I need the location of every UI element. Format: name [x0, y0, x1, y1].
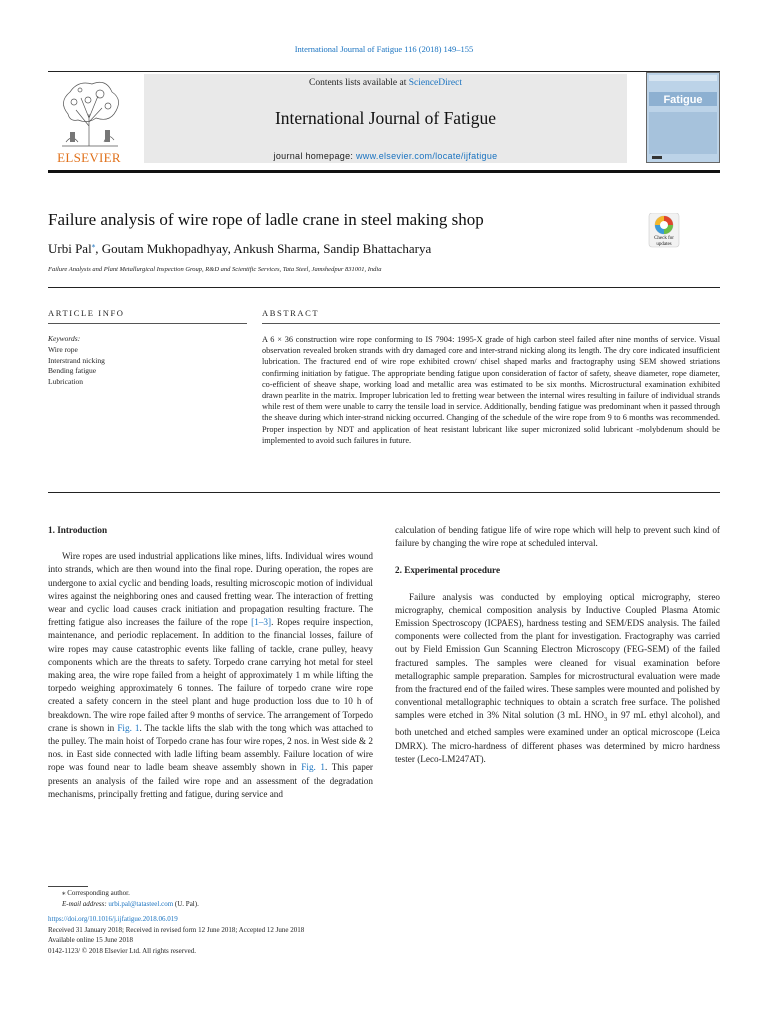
figure-1-link[interactable]: Fig. 1 [117, 722, 140, 733]
keywords-block [48, 334, 247, 388]
crossmark-label-line-2: updates [656, 242, 672, 247]
email-link[interactable]: urbi.pal@tatasteel.com [108, 899, 174, 908]
check-for-updates-label [640, 236, 688, 248]
contents-availability-line [144, 78, 627, 88]
divider-rule [48, 492, 720, 493]
article-info-heading: ARTICLE INFO [48, 308, 125, 318]
body-column-left [48, 524, 373, 801]
section-heading-experimental: 2. Experimental procedure [395, 565, 501, 576]
contents-prefix: Contents lists available at [308, 78, 409, 88]
experimental-paragraph [395, 591, 720, 766]
footnotes [48, 888, 448, 956]
available-online: Available online 15 June 2018 [48, 936, 134, 944]
footnote-mark: ⁎ [62, 889, 66, 897]
abstract-rule [262, 323, 720, 324]
experimental-text-1: Failure analysis was conducted by employing optical micrography, stereo micrography, chemical composition analysis by Inductive Coupled Plasma Atomic Emission Spectroscopy (ICPAES), hardness testing and SEM/EDS analysis. The failed components were collected from the plant for investigation. Fractography was carried out by Field Emission Gun Scanning Electron Microscopy (FEG-SEM) of the failed fractured samples. The samples were cleaned for visual examination before metallographic sample preparation. Samples for microstructural evaluation were made from the fractured end of the failed wires. These samples were mounted and polished by conventional metallographic techniques to obtain a scratch free surface. The polished samples were etched in 3% Nital solution (3 mL HNO [395, 591, 720, 721]
keywords-heading: Keywords: [48, 334, 81, 343]
introduction-continuation: calculation of bending fatigue life of wire rope which will help to prevent such kind of failure by changing the wire rope at scheduled interval. [395, 525, 720, 549]
received-dates: Received 31 January 2018; Received in revised form 12 June 2018; Accepted 12 June 2018 [48, 925, 305, 934]
journal-title: International Journal of Fatigue [274, 108, 497, 128]
journal-reference-link[interactable]: International Journal of Fatigue 116 (2018) 149–155 [294, 44, 474, 54]
experimental-text-2: in 97 mL ethyl alcohol), and both unetched and etched samples were examined under an optical microscope (Leica DMRX). The micro-hardness of different phases was determined by micro hardness tester (Leco-LM247AT). [395, 710, 720, 764]
body-column-right [395, 524, 720, 766]
affiliation: Failure Analysis and Plant Metallurgical Inspection Group, R&D and Scientific Services, Tata Steel, Jamshedpur 831001, India [48, 266, 382, 273]
publisher-name: ELSEVIER [57, 150, 121, 165]
email-suffix: (U. Pal). [173, 899, 199, 908]
crossmark-label-line-1: Check for [654, 236, 674, 241]
homepage-prefix: journal homepage: [273, 151, 356, 161]
keyword-item: Interstrand nicking [48, 355, 105, 365]
subscript-3: 3 [603, 716, 608, 724]
author-list [48, 241, 628, 257]
keyword-item: Wire rope [48, 344, 78, 354]
journal-homepage-link[interactable]: www.elsevier.com/locate/ijfatigue [356, 151, 498, 161]
other-authors: , Goutam Mukhopadhyay, Ankush Sharma, Sandip Bhattacharya [95, 241, 432, 256]
abstract-heading: ABSTRACT [262, 308, 320, 318]
corresponding-text: Corresponding author. [65, 889, 130, 897]
intro-text-2: . Ropes require inspection, maintenance, and periodic replacement. In addition to the financial losses, failure of wire ropes may cause catastrophic events like falling of tackle, crane pulley, heavy components which are the threats to safety. Torpedo crane carrying hot metal for steel making area, the wire rope failed from a height of approximately 1 m while lifting the torpedo weighing approximately 6 tonnes. The failure of torpedo crane wire rope created a safety concern in the steel plant and huge production loss due to 10 h of breakdown. The wire rope failed after 9 months of service. The arrangement of Torpedo crane is shown in [48, 617, 374, 733]
journal-homepage-line [144, 151, 627, 161]
article-info-rule [48, 323, 247, 324]
citation-link[interactable]: [1–3] [251, 617, 272, 628]
email-note [48, 899, 448, 910]
doi-link[interactable]: https://doi.org/10.1016/j.ijfatigue.2018.06.019 [48, 915, 178, 923]
abstract-text: A 6 × 36 construction wire rope conforming to IS 7904: 1995-X grade of high carbon steel failed after nine months of service. Visual observation revealed broken strands with dry damaged core and inter-strand nicking along its length. The dry core indicated insufficient lubrication. The fractured end of wire rope exhibited crown/ chisel shaped marks and fractography using SEM showed striations confirming initiation by fatigue. The appropriate bending fatigue upon consideration of factor of safety, sheave diameter, rope diameter, co-efficient of sheave shape, working load and metallic area was estimated to be six months. Microstructural examination exhibited drawn pearlite in the matrix. Improper lubrication led to fretting wear between the internal wires resulting in failure of individual strands while rest of them were unable to carry the tensile load in service. Additionally, bending fatigue was predominant when it passed through the sheave during which inter-strand nicking occurred. Changing of the schedule of the wire rope from 9 to 6 months was recommended. Proper inspection by NDT and application of heat resistant lubricant like super micronized solid lubricant -molybdenum should be implemented to avoid such failures in future. [262, 335, 720, 445]
figure-1-link[interactable]: Fig. 1 [301, 762, 325, 773]
corresponding-author-mark[interactable]: ⁎ [91, 241, 96, 250]
masthead-top-rule [48, 71, 720, 72]
journal-cover-thumbnail[interactable] [646, 72, 720, 163]
introduction-paragraph [48, 550, 373, 801]
article-title: Failure analysis of wire rope of ladle crane in steel making shop [48, 210, 484, 229]
footnote-rule [48, 886, 88, 887]
corresponding-author-note [48, 888, 448, 899]
section-heading-introduction: 1. Introduction [48, 525, 108, 535]
author-1[interactable]: Urbi Pal [48, 241, 92, 256]
keyword-item: Lubrication [48, 377, 83, 387]
masthead-bottom-rule [48, 170, 720, 173]
email-label: E-mail address: [62, 899, 109, 908]
sciencedirect-link[interactable]: ScienceDirect [408, 78, 462, 88]
divider-rule [48, 287, 720, 288]
intro-text-4: . This paper presents an analysis of the failed wire rope and an assessment of the degradation mechanisms, principally fretting and fatigue, during service and [48, 762, 373, 799]
copyright: 0142-1123/ © 2018 Elsevier Ltd. All rights reserved. [48, 946, 196, 955]
intro-text-1: Wire ropes are used industrial applications like mines, lifts. Individual wires wound into strands, which are then wound into the final rope. During operation, the ropes are undergone to axial cyclic and bending loads, resulting microscopic motion of individual wires against the neighboring ones and caused fretting wear. The interaction of fretting wear and cyclic load causes crack initiation and propagation resulting fracture. The fretting fatigue also increases the failure of the rope [48, 551, 373, 628]
intro-text-3: . The tackle lifts the slab with the tong which was attached to the pulley. The main hoist of Torpedo crane has four wire ropes, 2 nos. in West side & 2 nos. in East side connected with ladle lifting beam assembly. Failure location of wire rope was found near to ladle beam sheave assembly shown in [48, 722, 373, 773]
cover-title-text: Fatigue [663, 94, 703, 106]
keyword-item: Bending fatigue [48, 366, 97, 376]
